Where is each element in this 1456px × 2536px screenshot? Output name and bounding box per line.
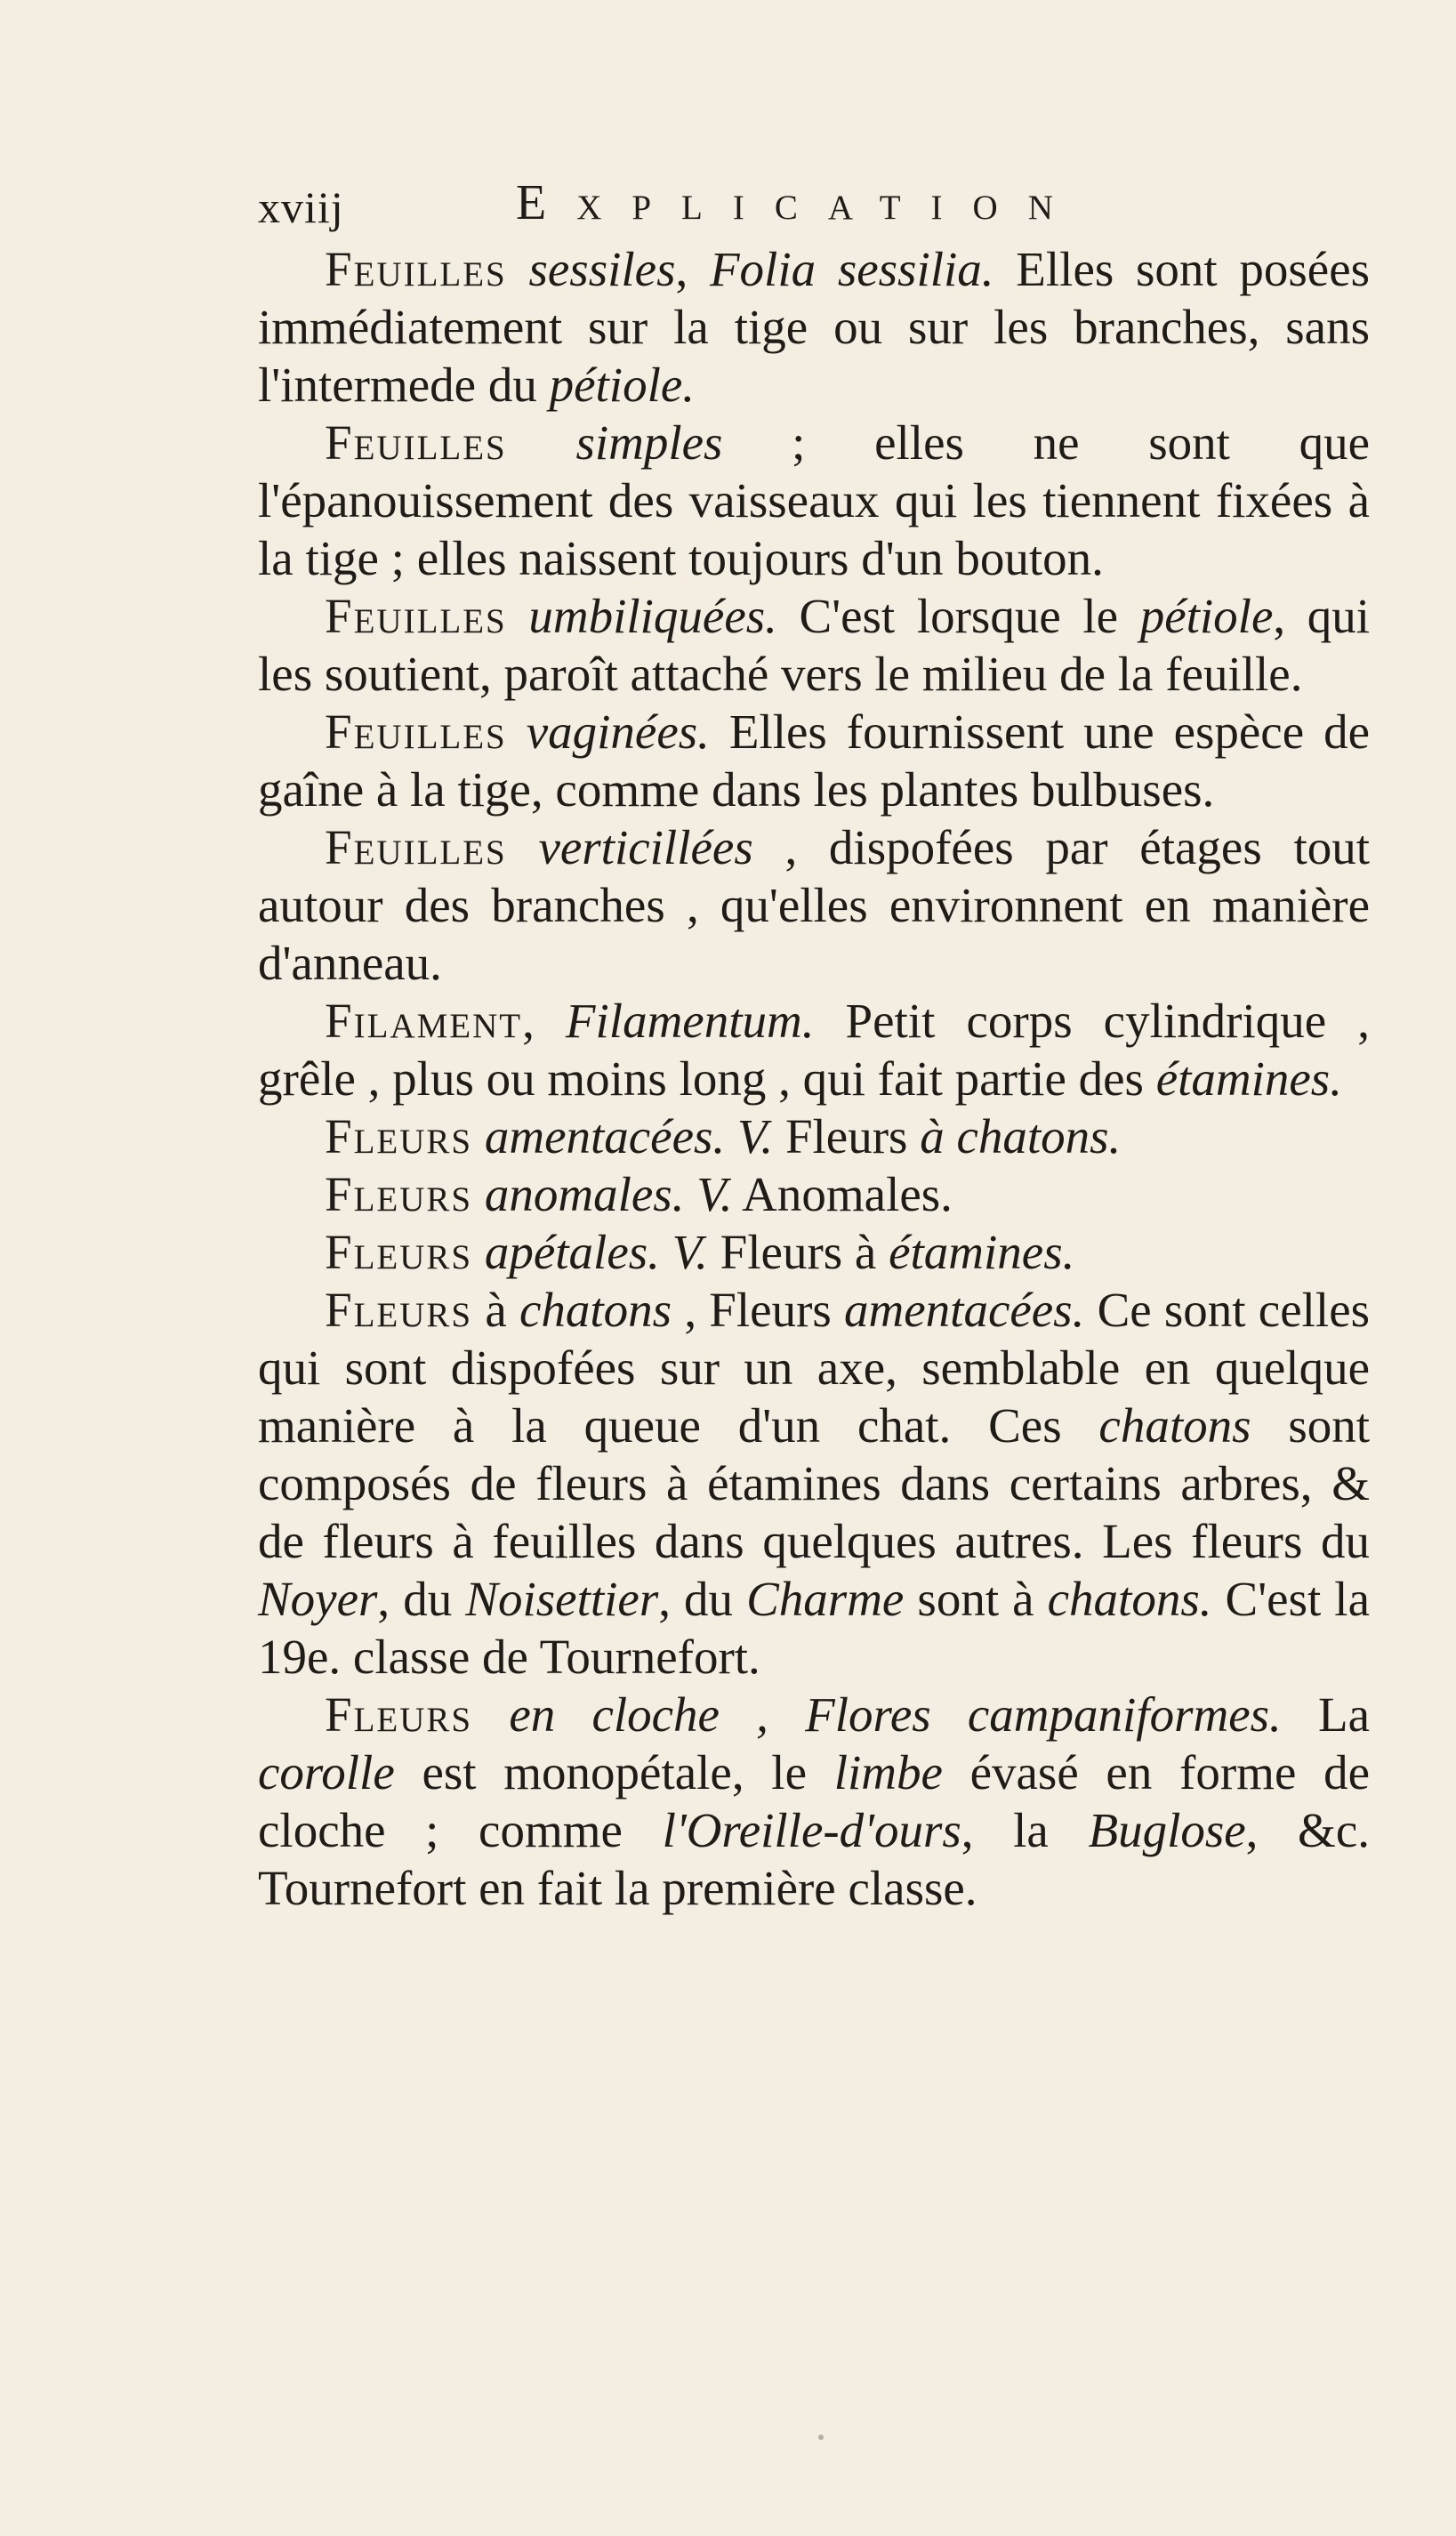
entry-headword: Feuilles [325, 820, 507, 874]
entry-headword: Fleurs [325, 1225, 473, 1279]
glossary-entry [258, 1165, 1370, 1223]
glossary-entry [258, 1107, 1370, 1165]
entry-text: Petit corps cylindrique , grêle , plus ou moins long , qui fait partie des [258, 994, 1370, 1106]
entry-text: , la [961, 1803, 1089, 1857]
entry-text [684, 1167, 696, 1221]
entry-text: , [522, 994, 566, 1048]
entry-text [507, 415, 576, 470]
entry-text [472, 1167, 485, 1221]
entry-text [660, 1225, 672, 1279]
entry-headword: Fleurs [325, 1167, 473, 1221]
glossary-entry [258, 818, 1370, 992]
entry-italic: chatons [1098, 1398, 1251, 1453]
entry-text [507, 704, 527, 759]
entry-italic: Noyer [258, 1572, 378, 1626]
entry-text [472, 1225, 485, 1279]
entry-text: C'est la 19e. classe de Tournefort. [258, 1572, 1371, 1684]
glossary-entry [258, 1686, 1370, 1917]
entry-headword: Feuilles [325, 415, 507, 470]
entry-italic: étamines. [1155, 1051, 1342, 1106]
entry-text: à [472, 1283, 519, 1337]
entry-italic: chatons. [1047, 1572, 1212, 1626]
entry-text [472, 1687, 509, 1742]
paper-speck [818, 2435, 824, 2440]
entry-text: est monopétale, le [394, 1745, 834, 1799]
entry-headword: Filament [325, 994, 523, 1048]
entry-text: Anomales. [732, 1167, 953, 1221]
running-title: Explication [516, 175, 1083, 230]
entry-text: Fleurs à [707, 1225, 889, 1279]
entry-text: , &c. Tournefort en fait la première classe. [258, 1803, 1370, 1915]
entry-italic: Buglose [1088, 1803, 1246, 1857]
entry-text: La [1281, 1687, 1370, 1742]
entry-text: , [675, 242, 710, 296]
entry-italic: Noisettier [465, 1572, 659, 1626]
entry-headword: Fleurs [325, 1687, 473, 1742]
entry-text: , Fleurs [672, 1283, 845, 1337]
entry-text: C'est lorsque le [776, 589, 1140, 643]
entry-text: Elles fournissent une espèce de gaîne à la tige, comme dans les plantes bulbuses. [258, 704, 1371, 817]
entry-italic: Charme [746, 1572, 905, 1626]
glossary-entry [258, 240, 1370, 414]
entry-headword: Fleurs [325, 1283, 473, 1337]
entry-italic: chatons [519, 1283, 672, 1337]
entry-italic: apétales. [484, 1225, 660, 1279]
entry-text: sont à [904, 1572, 1048, 1626]
entry-italic: V. [672, 1225, 708, 1279]
entry-italic: étamines. [889, 1225, 1075, 1279]
entry-text: , dispofées par étages tout autour des branches , qu'elles environnent en manière d'anneau. [258, 820, 1371, 990]
entry-italic: l'Oreille-d'ours [662, 1803, 961, 1857]
entry-italic: simples [575, 415, 723, 470]
entry-text [507, 589, 529, 643]
entry-italic: amentacées. [484, 1109, 726, 1163]
entry-italic: pétiole. [549, 358, 696, 412]
page-number: xviij [258, 182, 344, 232]
entry-italic: Filamentum. [565, 994, 815, 1048]
entry-headword: Feuilles [325, 589, 507, 643]
glossary-entry [258, 414, 1370, 587]
entry-headword: Feuilles [325, 242, 507, 296]
page-header [258, 174, 1379, 246]
glossary-entry [258, 1223, 1370, 1281]
entry-italic: verticillées [538, 820, 753, 874]
glossary-entry [258, 703, 1370, 818]
entry-text: , qui les soutient, paroît attaché vers le milieu de la feuille. [258, 589, 1371, 701]
entry-headword: Fleurs [325, 1109, 473, 1163]
entry-text: évasé en forme de cloche ; comme [258, 1745, 1370, 1857]
entry-text [507, 820, 539, 874]
entry-text: Ce sont celles qui sont dispofées sur un axe, semblable en quelque manière à la queue d'un chat. Ces [258, 1283, 1371, 1453]
entry-italic: corolle [258, 1745, 395, 1799]
entry-italic: vaginées. [526, 704, 710, 759]
entry-text: sont composés de fleurs à étamines dans certains arbres, & de fleurs à feuilles dans quelques autres. Les fleurs du [258, 1398, 1370, 1568]
glossary-entry [258, 992, 1370, 1107]
entry-text: ; elles ne sont que l'épanouissement des vaisseaux qui les tiennent fixées à la tige ; elles naissent toujours d'un bouton. [258, 415, 1371, 585]
entry-italic: anomales. [484, 1167, 685, 1221]
entry-italic: V. [696, 1167, 733, 1221]
entry-text: , du [377, 1572, 466, 1626]
entry-italic: V. [736, 1109, 774, 1163]
glossary-text [258, 240, 1370, 1917]
entry-italic: pétiole [1139, 589, 1274, 643]
entry-headword: Feuilles [325, 704, 507, 759]
entry-text [725, 1109, 737, 1163]
entry-text: , du [658, 1572, 747, 1626]
entry-text: Fleurs [773, 1109, 921, 1163]
glossary-entry [258, 587, 1370, 703]
entry-italic: à chatons. [920, 1109, 1122, 1163]
entry-italic: umbiliquées. [528, 589, 777, 643]
entry-italic: en cloche , Flores campaniformes. [509, 1687, 1282, 1742]
entry-text [507, 242, 529, 296]
glossary-entry [258, 1281, 1370, 1686]
entry-italic: Folia sessilia. [709, 242, 994, 296]
entry-text [472, 1109, 485, 1163]
entry-text: Elles sont posées immédiatement sur la tige ou sur les branches, sans l'intermede du [258, 242, 1371, 412]
entry-italic: sessiles [528, 242, 676, 296]
entry-italic: limbe [833, 1745, 943, 1799]
entry-italic: amentacées. [844, 1283, 1085, 1337]
